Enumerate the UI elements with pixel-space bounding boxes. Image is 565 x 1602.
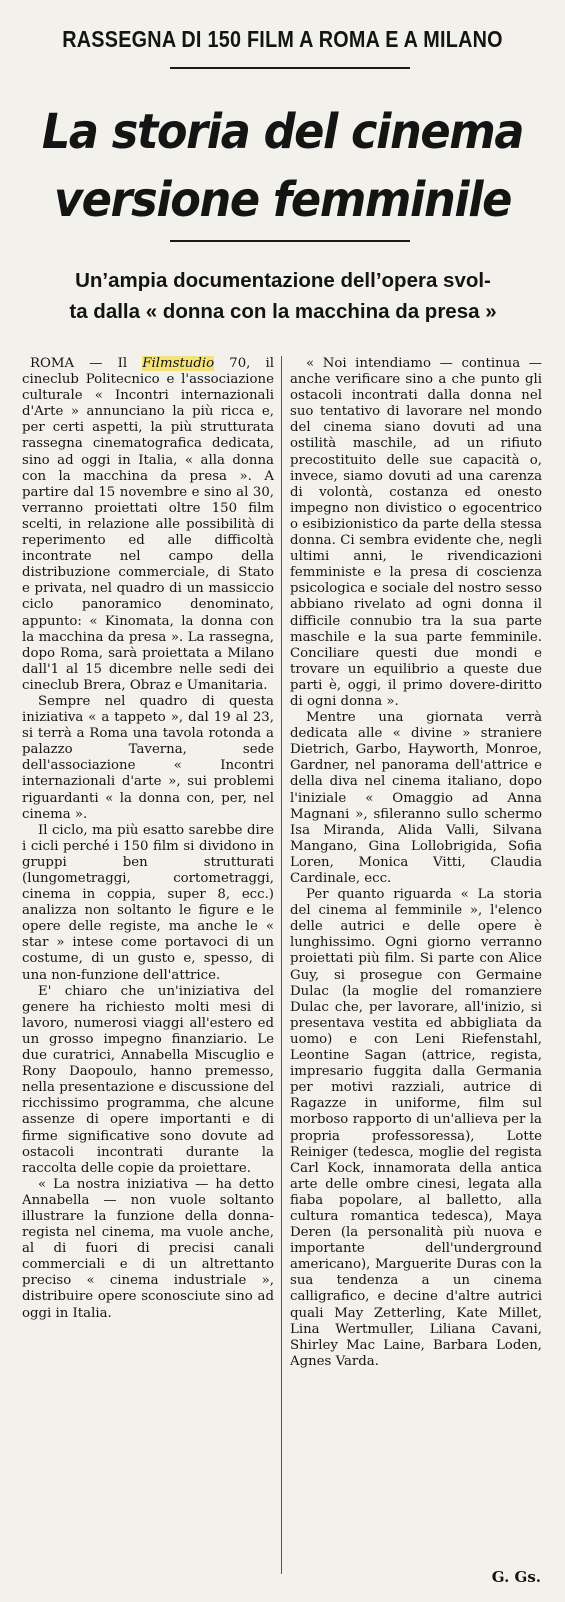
paragraph-1 [22, 356, 274, 694]
headline-rule [170, 240, 410, 242]
subhead-line-1: Un’ampia documentazione dell’opera svol- [75, 269, 491, 292]
headline-line-1: La storia del cinema [41, 104, 524, 160]
column-left [22, 356, 274, 1566]
dateline: ROMA — Il [30, 356, 128, 371]
paragraph-3: Il ciclo, ma più esatto sarebbe dire i cicli perché i 150 film si dividono in gruppi ben strutturati (lungometraggi, cortometraggi, cinema in coppia, super 8, ecc.) analizza non soltanto le figure e le opere delle registe, ma anche le « star » intese come portavoci di un costume, di un gusto e, spesso, di una non-funzione dell'attrice. [22, 822, 274, 983]
subhead-line-2: ta dalla « donna con la macchina da presa » [69, 300, 497, 323]
headline-line-2: versione femminile [53, 172, 512, 228]
kicker: RASSEGNA DI 150 FILM A ROMA E A MILANO [62, 26, 503, 52]
paragraph-5: « La nostra iniziativa — ha detto Annabella — non vuole soltanto illustrare la funzione della donna-regista nel cinema, ma vuole anche, al di fuori di precisi canali commerciali e di un altrettanto preciso « cinema industriale », distribuire opere sconosciute sino ad oggi in Italia. [22, 1176, 274, 1321]
paragraph-6: « Noi intendiamo — continua — anche verificare sino a che punto gli ostacoli incontrati dalla donna nel suo tentativo di lavorare nel mondo del cinema siano dovuti ad una ostilità maschile, ad un rifiuto precostituito delle sue capacità o, invece, siamo dovuti ad una carenza di volontà, costanza ed onesto impegno non divistico o egocentrico o esibizionistico da parte della stessa donna. Ci sembra evidente che, negli ultimi anni, le rivendicazioni femministe e la presa di coscienza psicologica e sociale del nostro sesso abbiano rivelato ad ogni donna il difficile connubio tra la sua parte maschile e la sua parte femminile. Conciliare questi due mondi e trovare un equilibrio a queste due parti è, oggi, il primo dovere-diritto di ogni donna ». [290, 356, 542, 709]
kicker-rule [170, 67, 410, 69]
paragraph-1-text: 70, il cineclub Politecnico e l'associazione culturale « Incontri internazionali d'Arte » annunciano la più ricca e, per certi aspetti, la più strutturata rassegna cinematografica dedicata, sino ad oggi in Italia, « alla donna con la macchina da presa ». A partire dal 15 novembre e sino al 30, verranno proiettati oltre 150 film scelti, in relazione alle possibilità di reperimento ed alle difficoltà incontrate nel campo della distribuzione commerciale, di Stato e privata, nel quadro di un massiccio ciclo panoramico denominato, appunto: « Kinomata, la donna con la macchina da presa ». La rassegna, dopo Roma, sarà proiettata a Milano dall'1 al 15 dicembre nelle sedi dei cineclub Brera, Obraz e Umanitaria. [22, 356, 274, 693]
column-divider [281, 356, 282, 1574]
paragraph-4: E' chiaro che un'iniziativa del genere ha richiesto molti mesi di lavoro, numerosi viaggi all'estero ed un grosso impegno finanziario. Le due curatrici, Annabella Miscuglio e Rony Daopoulo, hanno premesso, nella presentazione e discussione del ricchissimo programma, che alcune assenze di opere importanti e di firme significative sono dovute ad ostacoli incontrati durante la raccolta delle copie da proiettare. [22, 983, 274, 1176]
paragraph-2: Sempre nel quadro di questa iniziativa « a tappeto », dal 19 al 23, si terrà a Roma una tavola rotonda a palazzo Taverna, sede dell'associazione « Incontri internazionali d'arte », sui problemi riguardanti « la donna con, per, nel cinema ». [22, 693, 274, 822]
highlighted-word: Filmstudio [142, 356, 215, 371]
paragraph-8: Per quanto riguarda « La storia del cinema al femminile », l'elenco delle autrici e delle opere è lunghissimo. Ogni giorno verranno proiettati più film. Si parte con Alice Guy, si prosegue con Germaine Dulac (la moglie del romanziere Dulac che, per lavorare, all'inizio, si presentava vestita ed abbigliata da uomo) e con Leni Riefenstahl, Leontine Sagan (attrice, regista, impresario fuggita dalla Germania per motivi razziali, autrice di Ragazze in uniforme, film sul morboso rapporto di un'allieva per la propria professoressa), Lotte Reiniger (tedesca, moglie del regista Carl Kock, innamorata della antica arte delle ombre cinesi, legata alla fiaba popolare, al balletto, alla cultura romantica tedesca), Maya Deren (la personalità più nuova e importante dell'underground americano), Marguerite Duras con la sua tendenza a un cinema calligrafico, e decine d'altre autrici quali May Zetterling, Kate Millet, Lina Wertmuller, Liliana Cavani, Shirley Mac Laine, Barbara Loden, Agnes Varda. [290, 887, 542, 1369]
author-signature: G. Gs. [491, 1568, 541, 1586]
paragraph-7: Mentre una giornata verrà dedicata alle « divine » straniere Dietrich, Garbo, Hayworth, Monroe, Gardner, nel panorama dell'attrice e della diva nel cinema italiano, dopo l'iniziale « Omaggio ad Anna Magnani », sfileranno sullo schermo Isa Miranda, Alida Valli, Silvana Mangano, Gina Lollobrigida, Sofia Loren, Monica Vitti, Claudia Cardinale, ecc. [290, 710, 542, 886]
column-right [290, 356, 542, 1564]
